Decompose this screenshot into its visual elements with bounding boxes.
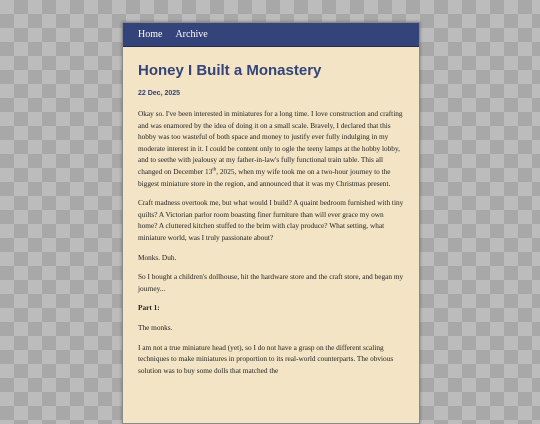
paragraph-text: , 2025, when my wife took me on a two-hour journey to the biggest miniature store in the region, and announced that it was my Christmas present.	[138, 166, 391, 188]
post-content	[123, 62, 419, 376]
top-nav	[123, 23, 419, 47]
post-paragraph-5: The monks.	[138, 322, 173, 332]
post-paragraph-3: Monks. Duh.	[138, 252, 177, 262]
post-title: Honey I Built a Monastery	[138, 62, 322, 79]
post-paragraph-2: Craft madness overtook me, but what would I build? A quaint bedroom furnished with tiny quilts? A Victorian parlor room boasting finer furniture than will ever grace my own home? A cluttered kitchen stuffed to the brim with clay produce? What setting, what miniature world, was I truly passionate about?	[138, 198, 404, 242]
nav-archive-link[interactable]: Archive	[175, 29, 208, 40]
section-heading-part-1: Part 1:	[138, 303, 160, 313]
post-paragraph-6: I am not a true miniature head (yet), so I do not have a grasp on the different scaling techniques to make miniatures in proportion to its real-world counterparts. The obvious solution was to buy some dolls that matched the	[138, 342, 394, 375]
post-paragraph-4: So I bought a children's dollhouse, hit the hardware store and the craft store, and began my journey...	[138, 272, 404, 293]
ordinal-suffix: th	[212, 167, 217, 173]
paragraph-text: Okay so. I've been interested in miniatures for a long time. I love construction and crafting and was enamored by the idea of doing it on a small scale. Bravely, I declared that this hobby was too wasteful of both space and money to justify ever fully indulging in my moderate interest in it. I could be content only to ogle the teeny lamps at the hobby lobby, and to seethe with jealousy at my father-in-law's fully functional train table. This all changed on December 13	[138, 109, 403, 176]
blog-page	[122, 22, 420, 424]
post-date: 22 Dec, 2025	[138, 90, 181, 97]
post-paragraph-1	[138, 108, 404, 189]
nav-home-link[interactable]: Home	[138, 29, 163, 40]
